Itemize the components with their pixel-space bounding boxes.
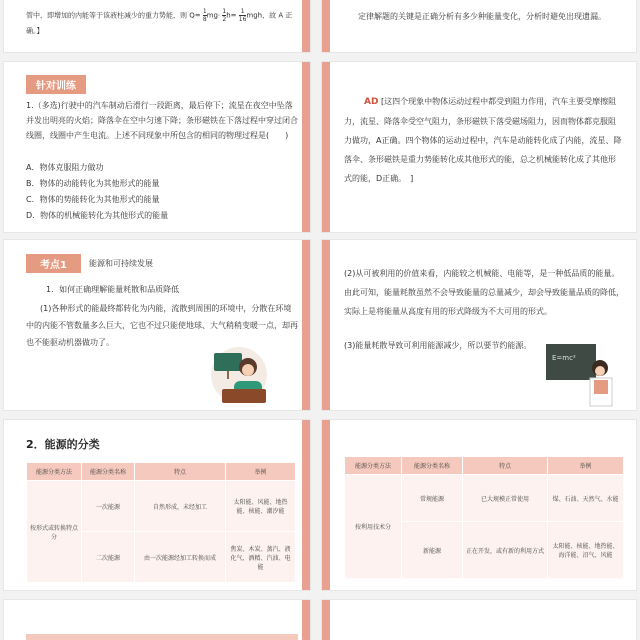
card-energy-quality — [322, 240, 636, 410]
classification-table-2 — [344, 456, 624, 579]
answer-explanation: [这四个现象中物体运动过程中都受到阻力作用，汽车主要受摩擦阻力，流星、降落伞受空气阻力，条形磁铁下落受磁场阻力，因而物体都克服阻力做功，A正确。四个物体的运动过程中，汽车是动能转化成了内能，流星、降落伞、条形磁铁是重力势能转化成其他形式的能，总之机械能转化成了其他形式的能，D正确。 ] — [344, 97, 622, 183]
card-topic-energy — [4, 240, 310, 410]
teacher-illustration — [204, 345, 274, 405]
option-list — [26, 160, 298, 224]
card-energy-classification — [4, 420, 310, 590]
table-cell: 二次能源 — [82, 532, 135, 583]
classification-table — [26, 462, 296, 583]
accent-bar — [302, 62, 310, 232]
accent-bar — [302, 0, 310, 52]
paragraph-3: (3)能量耗散导致可利用能源减少，所以要节约能源。 — [344, 341, 532, 350]
card-practice-question — [4, 62, 310, 232]
teacher-board-illustration — [542, 340, 622, 408]
table-header: 能源分类名称 — [82, 463, 135, 481]
content-strip — [26, 634, 298, 640]
table-header-row — [27, 463, 296, 481]
table-cell: 焦炭、木炭、蒸汽、液化气、酒精、汽油、电能 — [226, 532, 296, 583]
card-solution-tail — [4, 0, 310, 52]
accent-bar — [302, 600, 310, 640]
table-header: 能源分类方法 — [345, 457, 402, 475]
tip-text: 定律解题的关键是正确分析有多少种能量变化，分析时避免出现遗漏。 — [358, 12, 606, 21]
accent-bar — [302, 240, 310, 410]
option-d: D．物体的机械能转化为其他形式的能量 — [26, 211, 169, 220]
table-cell: 自然形成，未经加工 — [135, 481, 226, 532]
card-next-right — [322, 600, 636, 640]
card-tip-tail — [322, 0, 636, 52]
accent-bar — [322, 420, 330, 590]
table-cell: 正在开发，或有新的利用方式 — [463, 522, 548, 579]
solution-text: 管中，即增加的内能等于该液柱减少的重力势能，则 Q= $\frac{1}{8}$ mg· $\frac{1}{2}$ h= $\frac{1}{16}$ mgh，故 A 正确。】 — [26, 8, 293, 35]
table-header: 举例 — [226, 463, 296, 481]
accent-bar — [322, 0, 330, 52]
table-cell: 一次能源 — [82, 481, 135, 532]
answer-label: AD — [364, 97, 379, 107]
table-row — [27, 481, 296, 532]
table-header: 特点 — [135, 463, 226, 481]
table-header: 能源分类方法 — [27, 463, 82, 481]
card-next-left — [4, 600, 310, 640]
table-header: 举例 — [548, 457, 624, 475]
paragraph-2: (2)从可被利用的价值来看，内能较之机械能、电能等，是一种低品质的能量。由此可知，能量耗散虽然不会导致能量的总量减少，却会导致能量品质的降低，实际上是将能量从高度有用的形式降级为不大可用的形式。 — [344, 269, 624, 316]
topic-title: 能源和可持续发展 — [88, 259, 153, 268]
accent-bar — [322, 62, 330, 232]
practice-badge: 针对训练 — [26, 75, 86, 94]
section-title: 2．能源的分类 — [26, 438, 100, 451]
table-cell: 常规能源 — [402, 475, 463, 522]
table-header: 能源分类名称 — [402, 457, 463, 475]
option-c: C．物体的势能转化为其他形式的能量 — [26, 195, 160, 204]
question-text: 1.（多选)行驶中的汽车制动后滑行一段距离，最后停下；流星在夜空中坠落并发出明亮的火焰；降落伞在空中匀速下降；条形磁铁在下落过程中穿过闭合线圈，线圈中产生电流。上述不同现象中所包含的相同的物理过程是( ) — [26, 101, 298, 140]
table-cell: 已大规模正常使用 — [463, 475, 548, 522]
topic-badge: 考点1 — [26, 254, 81, 273]
table-cell: 太阳能、风能、地热能、核能、潮汐能 — [226, 481, 296, 532]
table-cell: 由一次能源经加工转换而成 — [135, 532, 226, 583]
option-a: A．物体克服阻力做功 — [26, 163, 104, 172]
card-practice-answer — [322, 62, 636, 232]
table-header-row — [345, 457, 624, 475]
accent-bar — [322, 240, 330, 410]
table-header: 特点 — [463, 457, 548, 475]
method-cell: 按形式或转换特点分 — [27, 481, 82, 583]
table-cell: 太阳能、核能、地热能、海洋能、沼气、风能 — [548, 522, 624, 579]
paragraph-1: (1)各种形式的能最终都转化为内能，流散到周围的环境中，分散在环境中的内能不管数量多么巨大，它也不过只能使地球、大气稍稍变暖一点，却再也不能驱动机器做功了。 — [26, 304, 298, 347]
accent-bar — [322, 600, 330, 640]
subheading: 1．如何正确理解能量耗散和品质降低 — [46, 285, 180, 294]
method-cell: 按利用技术分 — [345, 475, 402, 579]
answer-block — [344, 92, 622, 188]
table-cell: 新能源 — [402, 522, 463, 579]
table-cell: 煤、石油、天然气、水能 — [548, 475, 624, 522]
svg-text:E=mc²: E=mc² — [552, 354, 576, 362]
option-b: B．物体的动能转化为其他形式的能量 — [26, 179, 160, 188]
card-energy-classification-2 — [322, 420, 636, 590]
table-row — [345, 475, 624, 522]
accent-bar — [302, 420, 310, 590]
